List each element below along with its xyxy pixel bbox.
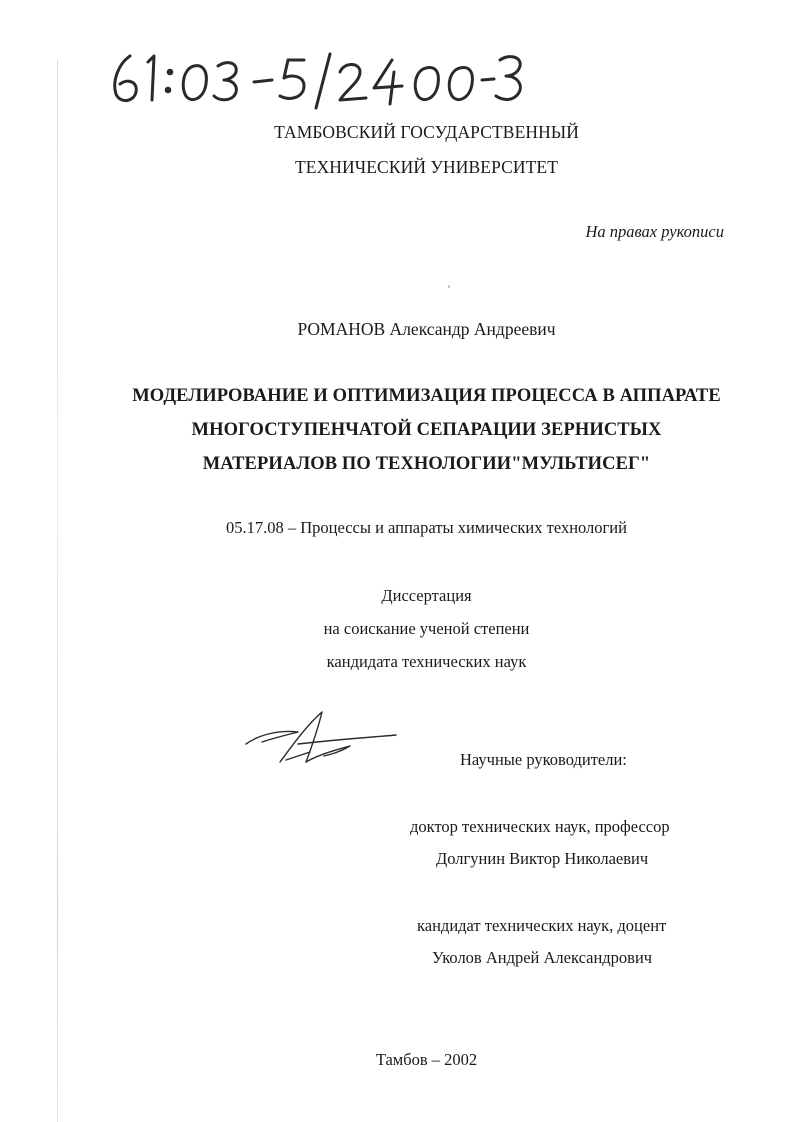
advisor-2-title: кандидат технических наук, доцент — [417, 916, 667, 935]
speciality-code: 05.17.08 – Процессы и аппараты химических технологий — [226, 518, 627, 537]
university-name-line-2: ТЕХНИЧЕСКИЙ УНИВЕРСИТЕТ — [294, 157, 558, 177]
advisor-2-name: Уколов Андрей Александрович — [432, 948, 653, 967]
advisors-heading: Научные руководители: — [460, 750, 627, 769]
degree-line-3: кандидата технических наук — [326, 652, 527, 671]
scan-speck — [448, 285, 450, 288]
advisor-1-title: доктор технических наук, профессор — [410, 817, 670, 836]
archive-number-text — [108, 112, 109, 113]
dissertation-title-line-3: МАТЕРИАЛОВ ПО ТЕХНОЛОГИИ"МУЛЬТИСЕГ" — [202, 454, 651, 474]
author-name: РОМАНОВ Александр Андреевич — [297, 319, 556, 339]
author-signature — [240, 704, 400, 774]
degree-line-2: на соискание ученой степени — [323, 619, 530, 638]
manuscript-rights-note: На правах рукописи — [585, 222, 724, 241]
dissertation-title-line-1: МОДЕЛИРОВАНИЕ И ОПТИМИЗАЦИЯ ПРОЦЕССА В АППАРАТЕ — [132, 386, 721, 406]
advisor-1-name: Долгунин Виктор Николаевич — [436, 849, 649, 868]
handwritten-archive-number — [108, 42, 528, 112]
dissertation-title-line-2: МНОГОСТУПЕНЧАТОЙ СЕПАРАЦИИ ЗЕРНИСТЫХ — [191, 420, 662, 440]
degree-line-1: Диссертация — [381, 586, 472, 605]
city-year: Тамбов – 2002 — [375, 1050, 478, 1069]
university-name-line-1: ТАМБОВСКИЙ ГОСУДАРСТВЕННЫЙ — [274, 122, 579, 142]
